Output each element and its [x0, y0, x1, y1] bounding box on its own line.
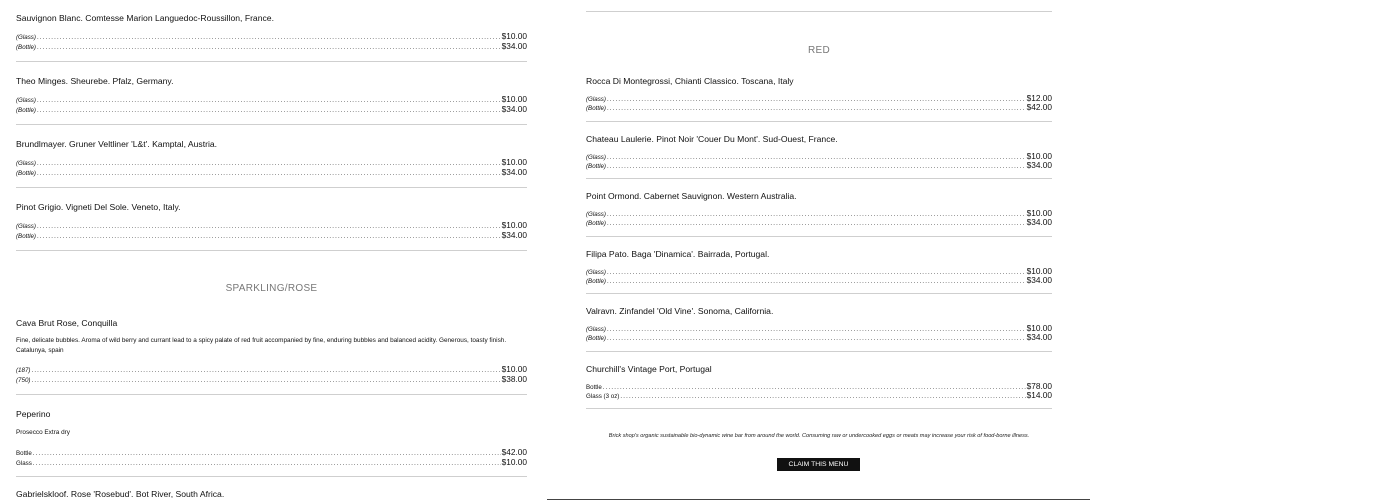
item-name: Filipa Pato. Baga 'Dinamica'. Bairrada, Portugal. [586, 248, 770, 259]
price-value: $34.00 [501, 41, 527, 51]
price-label: Glass [16, 460, 32, 467]
price-row [16, 374, 527, 384]
price-row [586, 102, 1052, 112]
price-row [586, 160, 1052, 170]
dot-leader [607, 106, 1026, 112]
price-label: (Glass) [586, 326, 606, 333]
price-value: $10.00 [1026, 208, 1052, 218]
red-wine-column [586, 64, 1052, 409]
dot-leader [607, 279, 1026, 285]
item-name: Valravn. Zinfandel 'Old Vine'. Sonoma, California. [586, 306, 774, 316]
price-label: (750) [16, 377, 31, 384]
price-label: Glass (3 oz) [586, 392, 620, 400]
price-label: (Glass) [16, 160, 36, 167]
price-row [16, 457, 527, 467]
menu-item [586, 64, 1052, 122]
price-value: $34.00 [1026, 159, 1052, 170]
price-value: $10.00 [1026, 323, 1052, 333]
price-label: (Glass) [586, 96, 606, 103]
price-label: (Glass) [586, 268, 606, 276]
menu-item [586, 122, 1052, 180]
price-label: (Bottle) [16, 170, 36, 177]
menu-item [16, 62, 527, 125]
price-value: $34.00 [501, 167, 527, 177]
price-label: (Bottle) [586, 335, 606, 342]
price-label: (Bottle) [586, 220, 606, 227]
price-value: $34.00 [1026, 332, 1052, 342]
price-value: $10.00 [1026, 150, 1052, 161]
price-value: $34.00 [1026, 217, 1052, 227]
menu-item [16, 0, 527, 62]
dot-leader [37, 45, 501, 51]
dot-leader [33, 461, 501, 467]
item-name: Churchill's Vintage Port, Portugal [586, 363, 712, 374]
price-value: $10.00 [1026, 265, 1052, 276]
price-label: (Bottle) [586, 162, 606, 170]
price-label: (Glass) [586, 153, 606, 161]
price-row [16, 230, 527, 240]
section-title-sparkling-rose: SPARKLING/ROSE [225, 283, 318, 294]
price-value: $10.00 [501, 31, 527, 41]
price-row [16, 364, 527, 374]
menu-item [586, 237, 1052, 295]
price-value: $10.00 [501, 220, 527, 230]
price-label: (187) [16, 367, 31, 374]
price-row [586, 217, 1052, 227]
item-name: Sauvignon Blanc. Comtesse Marion Languedoc-Roussillon, France. [16, 13, 274, 23]
menu-item [586, 179, 1052, 237]
dot-leader [620, 394, 1025, 400]
price-value: $42.00 [1026, 102, 1052, 112]
price-value: $10.00 [501, 457, 527, 467]
menu-item [16, 300, 527, 395]
item-name: Rocca Di Montegrossi, Chianti Classico. Toscana, Italy [586, 76, 794, 86]
sparkling-column [16, 300, 527, 477]
menu-item [16, 125, 527, 188]
dot-leader [37, 234, 501, 240]
price-value: $10.00 [501, 364, 527, 374]
price-label: Bottle [16, 450, 32, 457]
price-label: (Glass) [16, 97, 36, 104]
menu-item [586, 294, 1052, 352]
price-label: (Bottle) [16, 233, 36, 240]
item-name: Theo Minges. Sheurebe. Pfalz, Germany. [16, 76, 174, 86]
price-value: $78.00 [1026, 380, 1052, 391]
price-value: $12.00 [1026, 93, 1052, 103]
price-row [16, 167, 527, 177]
item-name: Pinot Grigio. Vigneti Del Sole. Veneto, Italy. [16, 202, 181, 212]
price-row [16, 94, 527, 104]
disclaimer-notice: Brick shop's organic sustainable bio-dynamic wine bar from around the world. Consuming raw or undercooked eggs or meats may increase your risk of food-borne illness. [608, 433, 1030, 439]
price-label: (Bottle) [16, 107, 36, 114]
price-value: $42.00 [501, 447, 527, 457]
price-label: (Glass) [16, 34, 36, 41]
dot-leader [607, 164, 1026, 170]
dot-leader [607, 221, 1026, 227]
menu-item [586, 352, 1052, 410]
price-label: (Glass) [586, 211, 606, 218]
price-row [16, 220, 527, 230]
price-row [16, 157, 527, 167]
price-row [16, 31, 527, 41]
price-value: $14.00 [1026, 389, 1052, 400]
price-value: $38.00 [501, 374, 527, 384]
price-row [16, 447, 527, 457]
price-label: (Bottle) [586, 277, 606, 285]
section-title-red: RED [807, 45, 830, 56]
item-name: Chateau Laulerie. Pinot Noir 'Couer Du Mont'. Sud-Ouest, France. [586, 133, 838, 144]
dot-leader [31, 378, 500, 384]
price-value: $34.00 [501, 230, 527, 240]
item-name: Peperino [16, 409, 51, 419]
divider [586, 11, 1052, 12]
price-label: (Bottle) [16, 44, 36, 51]
price-row [16, 41, 527, 51]
menu-item [16, 395, 527, 477]
price-label: (Bottle) [586, 105, 606, 112]
item-name: Point Ormond. Cabernet Sauvignon. Western Australia. [586, 191, 797, 201]
price-value: $34.00 [1026, 274, 1052, 285]
item-name: Brundlmayer. Gruner Veltliner 'L&t'. Kamptal, Austria. [16, 139, 218, 149]
price-value: $10.00 [501, 157, 527, 167]
price-label: Bottle [586, 383, 602, 391]
dot-leader [607, 336, 1026, 342]
price-value: $34.00 [501, 104, 527, 114]
item-name: Cava Brut Rose, Conquilla [16, 318, 118, 328]
claim-menu-button[interactable]: CLAIM THIS MENU [777, 458, 860, 471]
price-row [586, 275, 1052, 285]
price-row [586, 390, 1052, 400]
item-name: Gabrielskloof. Rose 'Rosebud'. Bot River, South Africa. [16, 489, 225, 499]
dot-leader [37, 171, 501, 177]
item-description: Prosecco Extra dry [16, 429, 70, 436]
price-row [16, 104, 527, 114]
menu-item [16, 188, 527, 251]
price-value: $10.00 [501, 94, 527, 104]
price-label: (Glass) [16, 223, 36, 230]
price-row [586, 332, 1052, 342]
white-wine-column [16, 0, 527, 251]
item-description: Fine, delicate bubbles. Aroma of wild berry and currant lead to a spicy palate of red fruit accompanied by fine, enduring bubbles and balanced acidity. Generous, toasty finish. Catalunya, spain [16, 337, 507, 354]
dot-leader [37, 108, 501, 114]
